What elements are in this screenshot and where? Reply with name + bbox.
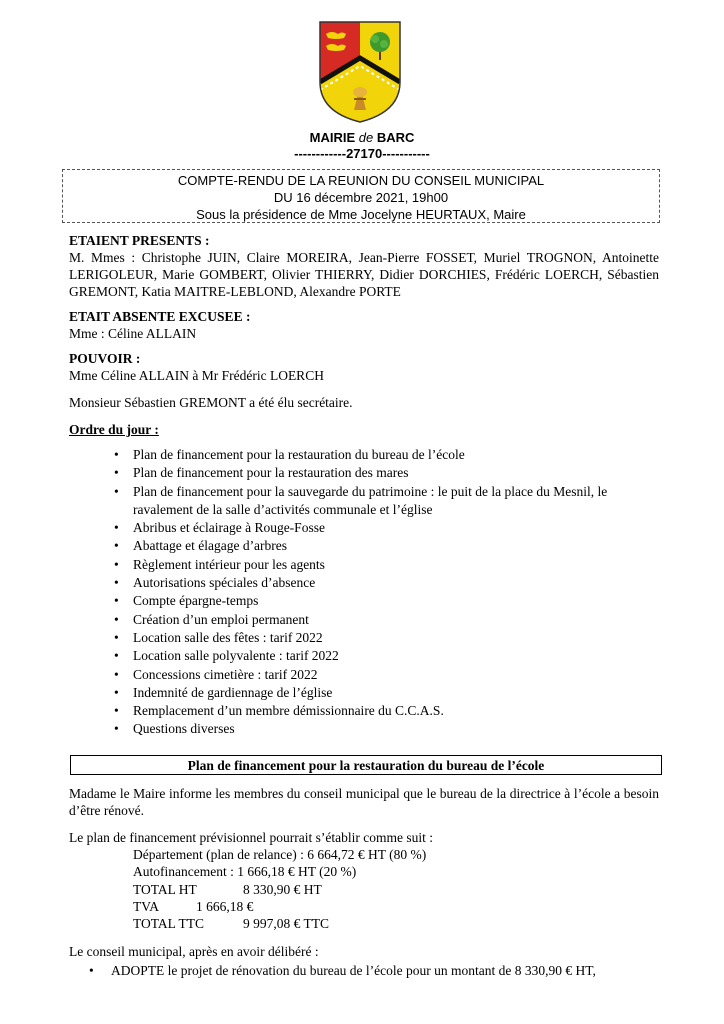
tva-label: TVA: [133, 898, 160, 914]
total-ttc-value: 9 997,08 € TTC: [243, 916, 330, 932]
secretaire-text: Monsieur Sébastien GREMONT a été élu secrétaire.: [69, 395, 353, 410]
decision-list: [69, 962, 659, 979]
agenda-item: • Règlement intérieur pour les agents: [114, 556, 325, 572]
agenda-item: • Location salle polyvalente : tarif 2022: [114, 648, 339, 664]
agenda-item: • Questions diverses: [114, 721, 235, 737]
agenda-item: • Création d’un emploi permanent: [114, 611, 309, 627]
plan-departement: Département (plan de relance) : 6 664,72 € HT (80 %): [133, 846, 427, 862]
agenda-item: • Concessions cimetière : tarif 2022: [114, 666, 318, 682]
ordre-du-jour-heading: Ordre du jour :: [69, 422, 159, 437]
plan-autofinancement: Autofinancement : 1 666,18 € HT (20 %): [133, 864, 357, 880]
absente-text: Mme : Céline ALLAIN: [69, 326, 197, 341]
presents-heading: ETAIENT PRESENTS :: [69, 233, 210, 248]
agenda-item: • Plan de financement pour la restauration du bureau de l’école: [114, 447, 465, 462]
title-line-2: DU 16 décembre 2021, 19h00: [273, 190, 449, 205]
total-ht-label: TOTAL HT: [133, 881, 197, 897]
total-ttc-label: TOTAL TTC: [133, 916, 205, 932]
agenda-item: • Plan de financement pour la restauration des mares: [114, 465, 409, 481]
agenda-item: • Autorisations spéciales d’absence: [114, 575, 316, 591]
coat-of-arms-logo: [318, 20, 402, 124]
agenda-item: • Location salle des fêtes : tarif 2022: [114, 629, 323, 645]
presents-list: M. Mmes : Christophe JUIN, Claire MOREIRA, Jean-Pierre FOSSET, Muriel TROGNON, Antoinette LERIGOLEUR, Marie GOMBERT, Olivier THIERRY, Didier DORCHIES, Frédéric LOERCH, Sébastien GREMONT, Katia MAITRE-LEBLOND, Alexandre PORTE: [69, 250, 659, 299]
pouvoir-heading: POUVOIR :: [69, 351, 141, 366]
agenda-item: • Plan de financement pour la sauvegarde du patrimoine : le puit de la place du Mesnil, le ravalement de la salle d’activités communale et l’église: [114, 483, 608, 517]
financing-plan: [133, 846, 659, 933]
agenda-item: • Remplacement d’un membre démissionnaire du C.C.A.S.: [114, 703, 444, 719]
absente-heading: ETAIT ABSENTE EXCUSEE :: [69, 309, 251, 324]
title-line-1: COMPTE-RENDU DE LA REUNION DU CONSEIL MUNICIPAL: [177, 173, 545, 188]
deliberation-text: Le conseil municipal, après en avoir délibéré :: [69, 943, 319, 959]
title-line-3: Sous la présidence de Mme Jocelyne HEURTAUX, Maire: [196, 207, 526, 222]
agenda-list: [69, 446, 659, 739]
agenda-item: • Abattage et élagage d’arbres: [114, 538, 288, 554]
pouvoir-text: Mme Céline ALLAIN à Mr Frédéric LOERCH: [69, 368, 324, 383]
agenda-item: • Abribus et éclairage à Rouge-Fosse: [114, 520, 325, 536]
total-ht-value: 8 330,90 € HT: [243, 881, 322, 897]
meeting-title-box: [62, 169, 660, 223]
mairie-title: MAIRIE de BARC: [309, 130, 415, 145]
postal-code-line: ------------27170-----------: [294, 146, 430, 161]
decision-item: • ADOPTE le projet de rénovation du bureau de l’école pour un montant de 8 330,90 € HT,: [89, 962, 596, 978]
agenda-item: • Compte épargne-temps: [114, 593, 259, 609]
section-intro: Madame le Maire informe les membres du conseil municipal que le bureau de la directrice à l’école a besoin d’être rénové.: [69, 785, 659, 818]
plan-intro: Le plan de financement prévisionnel pourrait s’établir comme suit :: [69, 829, 434, 845]
agenda-item: • Indemnité de gardiennage de l’église: [114, 684, 333, 700]
tva-value: 1 666,18 €: [196, 898, 254, 914]
section-title-box: Plan de financement pour la restauration du bureau de l’école: [70, 755, 662, 775]
wheat-sheaf-icon: [353, 86, 367, 110]
document-body: [69, 232, 659, 979]
